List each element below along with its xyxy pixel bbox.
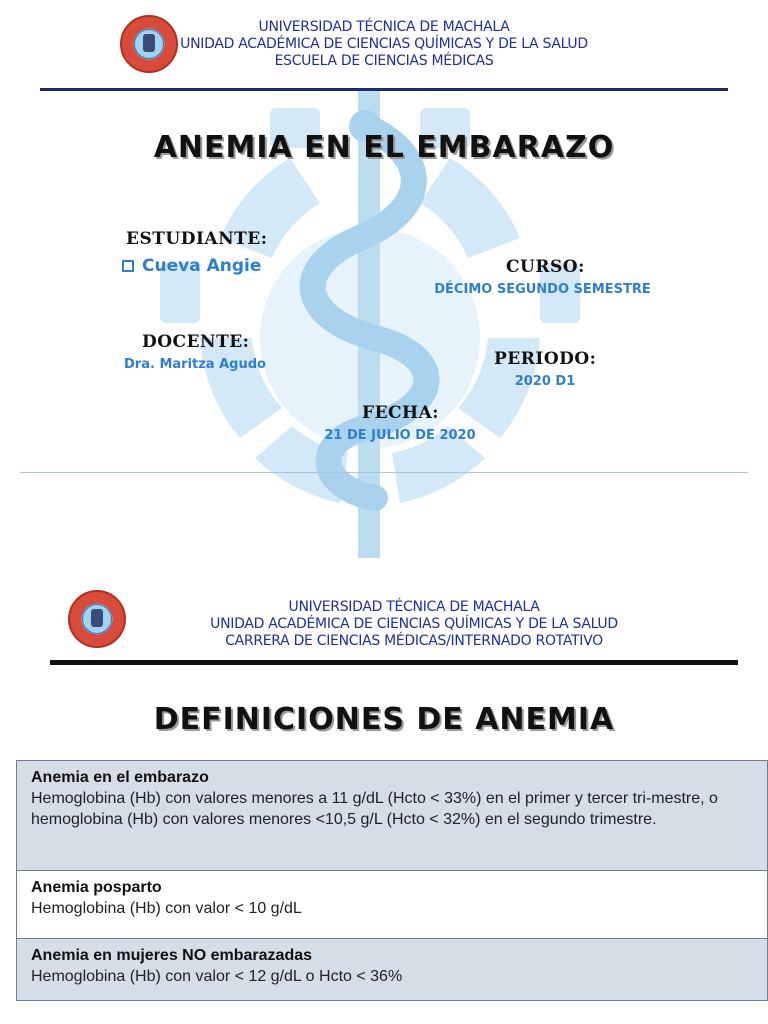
period-value: 2020 D1 [514, 374, 576, 389]
slide-divider [20, 472, 748, 473]
student-label: ESTUDIANTE: [126, 229, 268, 249]
date-value: 21 DE JULIO DE 2020 [324, 428, 476, 443]
header [0, 588, 768, 668]
header-lines [30, 599, 768, 650]
course-label: CURSO: [506, 257, 585, 277]
academic-unit: UNIDAD ACADÉMICA DE CIENCIAS QUÍMICAS Y DE LA SALUD [210, 616, 618, 632]
definition-text: Hemoglobina (Hb) con valores menores a 11 g/dL (Hcto < 33%) en el primer y tercer tri-mestre, o hemoglobina (Hb) con valores menores <10,5 g/L (Hcto < 32%) en el segundo trimestre. [31, 790, 718, 828]
student-name-item [122, 256, 261, 276]
section-title: DEFINICIONES DE ANEMIA [153, 702, 615, 737]
header-divider [50, 660, 738, 665]
page-title: ANEMIA EN EL EMBARAZO [153, 130, 615, 165]
student-name: Cueva Angie [142, 256, 262, 276]
course-value: DÉCIMO SEGUNDO SEMESTRE [434, 282, 651, 297]
definition-term: Anemia en mujeres NO embarazadas [31, 947, 313, 964]
definition-term: Anemia en el embarazo [31, 769, 209, 786]
definitions-table [16, 760, 768, 1001]
school-name: CARRERA DE CIENCIAS MÉDICAS/INTERNADO ROTATIVO [225, 633, 603, 649]
table-row [16, 939, 768, 1001]
definition-text: Hemoglobina (Hb) con valor < 12 g/dL o Hcto < 36% [31, 968, 403, 985]
university-name: UNIVERSIDAD TÉCNICA DE MACHALA [258, 19, 510, 35]
definitions-slide [0, 580, 768, 1024]
school-name: ESCUELA DE CIENCIAS MÉDICAS [274, 53, 494, 69]
checkbox-bullet-icon [122, 260, 134, 272]
academic-unit: UNIDAD ACADÉMICA DE CIENCIAS QUÍMICAS Y DE LA SALUD [180, 36, 588, 52]
definition-text: Hemoglobina (Hb) con valor < 10 g/dL [31, 900, 302, 917]
table-row [16, 761, 768, 871]
teacher-label: DOCENTE: [142, 332, 250, 352]
definition-term: Anemia posparto [31, 879, 162, 896]
header [0, 10, 768, 90]
table-row [16, 871, 768, 939]
period-label: PERIODO: [494, 349, 597, 369]
header-divider [40, 88, 728, 91]
university-name: UNIVERSIDAD TÉCNICA DE MACHALA [288, 599, 540, 615]
teacher-value: Dra. Maritza Agudo [124, 357, 266, 372]
date-label: FECHA: [362, 403, 440, 423]
header-lines [0, 19, 768, 70]
